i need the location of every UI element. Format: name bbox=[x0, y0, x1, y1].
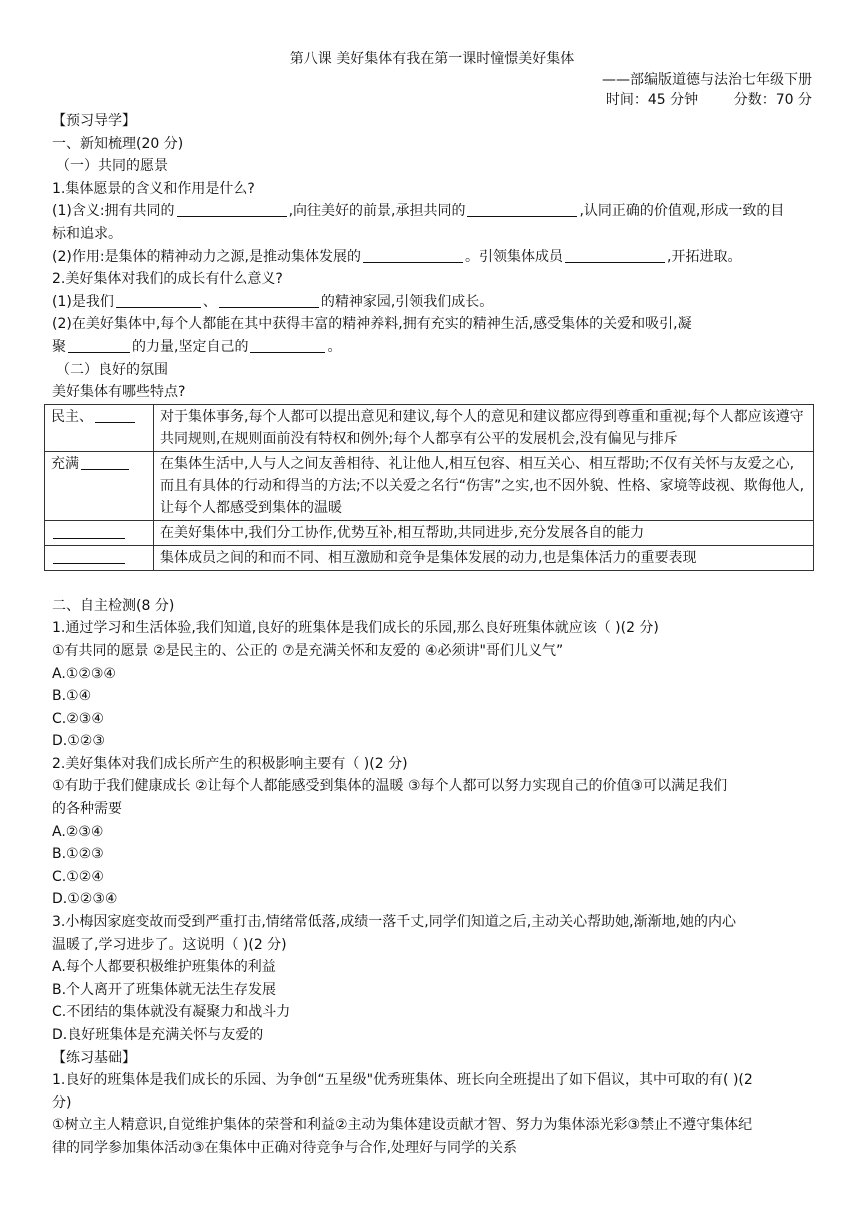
blank[interactable] bbox=[68, 336, 130, 353]
mc-choice[interactable]: D.①②③④ bbox=[52, 891, 118, 908]
mc-choice[interactable]: A.每个人都要积极维护班集体的利益 bbox=[52, 959, 276, 976]
question-2: 2.美好集体对我们的成长有什么意义? bbox=[52, 271, 283, 288]
mc-choice[interactable]: A.①②③④ bbox=[52, 665, 116, 682]
mc-choice[interactable]: B.个人离开了班集体就无法生存发展 bbox=[52, 981, 277, 998]
page-subtitle: ——部编版道德与法治七年级下册 bbox=[602, 72, 812, 88]
mc-choice[interactable]: C.①②④ bbox=[52, 868, 104, 885]
mc-choice[interactable]: B.①②③ bbox=[52, 846, 104, 863]
table-cell-text: 对于集体事务,每个人都可以提出意见和建议,每个人的意见和建议都应得到尊重和重视;每个人都应该遵守共同规则,在规则面前没有特权和例外;每个人都享有公平的发展机会,没有偏见与排斥 bbox=[154, 404, 814, 451]
blank[interactable] bbox=[53, 522, 125, 539]
table-cell-label: 充满 bbox=[45, 451, 154, 520]
features-table bbox=[44, 404, 814, 571]
table-cell-label bbox=[45, 520, 154, 545]
worksheet-page bbox=[52, 48, 812, 1160]
section-heading: 二、自主检测(8 分) bbox=[52, 597, 175, 614]
subsection-heading: （一）共同的愿景 bbox=[56, 158, 168, 175]
mc-question: 2.美好集体对我们成长所产生的积极影响主要有（ )(2 分) bbox=[52, 755, 408, 772]
table-row bbox=[45, 545, 814, 570]
mc-choice[interactable]: A.②③④ bbox=[52, 823, 104, 840]
mc-question: 1.良好的班集体是我们成长的乐园、为争创“五星级"优秀班集体、班长向全班提出了如下倡议，其中可取的有( )(2 分) bbox=[52, 1072, 753, 1111]
table-cell-label: 民主、 bbox=[45, 404, 154, 451]
blank[interactable] bbox=[81, 453, 129, 470]
blank[interactable] bbox=[250, 336, 325, 353]
blank[interactable] bbox=[565, 246, 665, 263]
question-3: 美好集体有哪些特点? bbox=[52, 384, 186, 401]
mc-statements: ①树立主人精意识,自觉维护集体的荣誉和利益②主动为集体建设贡献才智、努力为集体添光彩③禁止不遵守集体纪 律的同学参加集体活动③在集体中正确对待竞争与合作,处理好与同学的关系 bbox=[52, 1117, 753, 1156]
question-1: 1.集体愿景的含义和作用是什么? bbox=[52, 180, 255, 197]
table-cell-text: 在美好集体中,我们分工协作,优势互补,相互帮助,共同进步,充分发展各自的能力 bbox=[154, 520, 814, 545]
blank[interactable] bbox=[219, 291, 319, 308]
table-row bbox=[45, 404, 814, 451]
table-cell-text: 在集体生活中,人与人之间友善相待、礼让他人,相互包容、相互关心、相互帮助;不仅有关怀与友爱之心,而且有具体的行动和得当的方法;不以关爱之名行“伤害”之实,也不因外貌、性格、家境等歧视、欺侮他人,让每个人都感受到集体的温暖 bbox=[154, 451, 814, 520]
section-heading: 一、新知梳理(20 分) bbox=[52, 135, 184, 152]
mc-choice[interactable]: D.①②③ bbox=[52, 733, 105, 750]
preview-heading: 【预习导学】 bbox=[52, 113, 136, 129]
table-cell-label bbox=[45, 545, 154, 570]
table-cell-text: 集体成员之间的和而不同、相互激励和竞争是集体发展的动力,也是集体活力的重要表现 bbox=[154, 545, 814, 570]
subsection-heading: （二）良好的氛围 bbox=[56, 361, 168, 378]
blank[interactable] bbox=[177, 200, 287, 217]
question-1b: (2)作用:是集体的精神动力之源,是推动集体发展的 。引领集体成员 ,开拓进取。 bbox=[52, 246, 812, 269]
mc-statements: ①有助于我们健康成长 ②让每个人都能感受到集体的温暖 ③每个人都可以努力实现自己的价值③可以满足我们 的各种需要 bbox=[52, 778, 728, 818]
blank[interactable] bbox=[467, 200, 577, 217]
blank[interactable] bbox=[363, 246, 463, 263]
table-row bbox=[45, 451, 814, 520]
blank[interactable] bbox=[53, 547, 125, 564]
practice-heading: 【练习基础】 bbox=[52, 1049, 136, 1066]
mc-question: 1.通过学习和生活体验,我们知道,良好的班集体是我们成长的乐园,那么良好班集体就应该（ )(2 分) bbox=[52, 620, 659, 637]
mc-choice[interactable]: B.①④ bbox=[52, 688, 92, 705]
time-score: 时间：45 分钟 分数：70 分 bbox=[605, 92, 812, 108]
question-1a: (1)含义:拥有共同的 ,向往美好的前景,承担共同的 ,认同正确的价值观,形成一致的目 标和追求。 bbox=[52, 200, 812, 245]
mc-choice[interactable]: C.②③④ bbox=[52, 710, 104, 727]
mc-choice[interactable]: D.良好班集体是充满关怀与友爱的 bbox=[52, 1027, 264, 1043]
blank[interactable] bbox=[116, 291, 201, 308]
page-title: 第八课 美好集体有我在第一课时憧憬美好集体 bbox=[289, 51, 575, 67]
question-2b: (2)在美好集体中,每个人都能在其中获得丰富的精神养料,拥有充实的精神生活,感受集体的关爱和吸引,凝 聚 的力量,坚定自己的 。 bbox=[52, 316, 692, 355]
question-2a: (1)是我们 、 的精神家园,引领我们成长。 bbox=[52, 291, 812, 314]
mc-statements: ①有共同的愿景 ②是民主的、公正的 ⑦是充满关怀和友爱的 ④必须讲"哥们儿义气” bbox=[52, 642, 564, 659]
table-row bbox=[45, 520, 814, 545]
blank[interactable] bbox=[95, 406, 135, 423]
mc-choice[interactable]: C.不团结的集体就没有凝聚力和战斗力 bbox=[52, 1004, 291, 1021]
mc-question: 3.小梅因家庭变故而受到严重打击,情绪常低落,成绩一落千丈,同学们知道之后,主动关心帮助她,渐渐地,她的内心 温暖了,学习进步了。这说明（ )(2 分) bbox=[52, 914, 737, 953]
